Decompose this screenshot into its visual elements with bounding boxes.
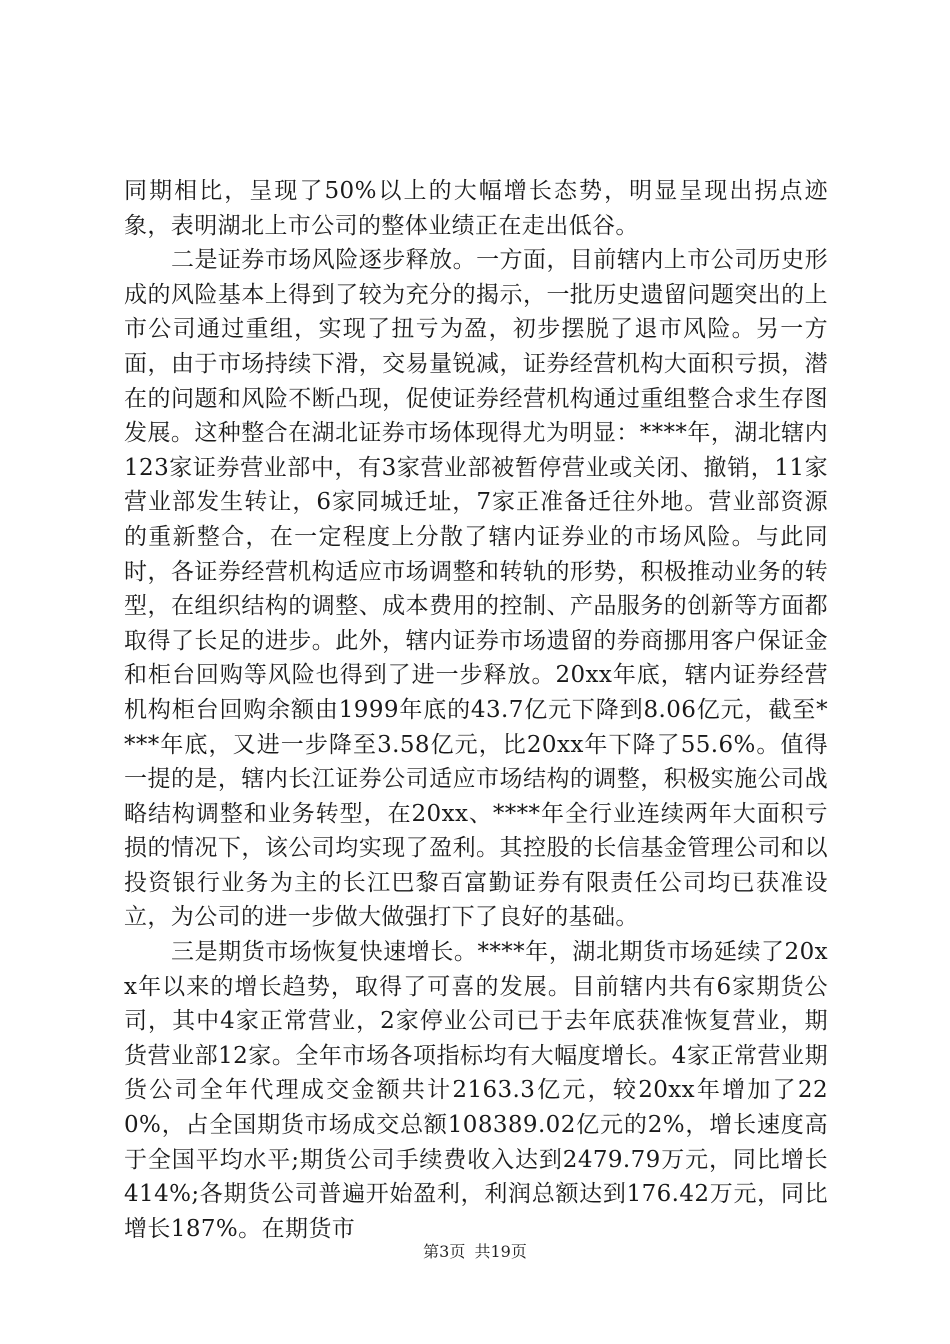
page-number: 第3页 xyxy=(423,1242,466,1261)
document-body xyxy=(124,174,828,1246)
paragraph-2: 二是证券市场风险逐步释放。一方面，目前辖内上市公司历史形成的风险基本上得到了较为充分的揭示，一批历史遗留问题突出的上市公司通过重组，实现了扭亏为盈，初步摆脱了退市风险。另一方面，由于市场持续下滑，交易量锐减，证券经营机构大面积亏损，潜在的问题和风险不断凸现，促使证券经营机构通过重组整合求生存图发展。这种整合在湖北证券市场体现得尤为明显：****年，湖北辖内123家证券营业部中，有3家营业部被暂停营业或关闭、撤销，11家营业部发生转让，6家同城迁址，7家正准备迁往外地。营业部资源的重新整合，在一定程度上分散了辖内证券业的市场风险。与此同时，各证券经营机构适应市场调整和转轨的形势，积极推动业务的转型，在组织结构的调整、成本费用的控制、产品服务的创新等方面都取得了长足的进步。此外，辖内证券市场遗留的券商挪用客户保证金和柜台回购等风险也得到了进一步释放。20xx年底，辖内证券经营机构柜台回购余额由1999年底的43.7亿元下降到8.06亿元，截至****年底，又进一步降至3.58亿元，比20xx年下降了55.6%。值得一提的是，辖内长江证券公司适应市场结构的调整，积极实施公司战略结构调整和业务转型，在20xx、****年全行业连续两年大面积亏损的情况下，该公司均实现了盈利。其控股的长信基金管理公司和以投资银行业务为主的长江巴黎百富勤证券有限责任公司均已获准设立，为公司的进一步做大做强打下了良好的基础。 xyxy=(124,247,828,931)
paragraph-1: 同期相比，呈现了50%以上的大幅增长态势，明显呈现出拐点迹象，表明湖北上市公司的整体业绩正在走出低谷。 xyxy=(124,178,828,239)
page-total: 共19页 xyxy=(474,1242,527,1261)
paragraph-3: 三是期货市场恢复快速增长。****年，湖北期货市场延续了20xx年以来的增长趋势，取得了可喜的发展。目前辖内共有6家期货公司，其中4家正常营业，2家停业公司已于去年底获准恢复营业，期货营业部12家。全年市场各项指标均有大幅度增长。4家正常营业期货公司全年代理成交金额共计2163.3亿元，较20xx年增加了220%，占全国期货市场成交总额108389.02亿元的2%，增长速度高于全国平均水平;期货公司手续费收入达到2479.79万元，同比增长414%;各期货公司普遍开始盈利，利润总额达到176.42万元，同比增长187%。在期货市 xyxy=(124,939,828,1242)
page-footer xyxy=(0,1242,950,1262)
